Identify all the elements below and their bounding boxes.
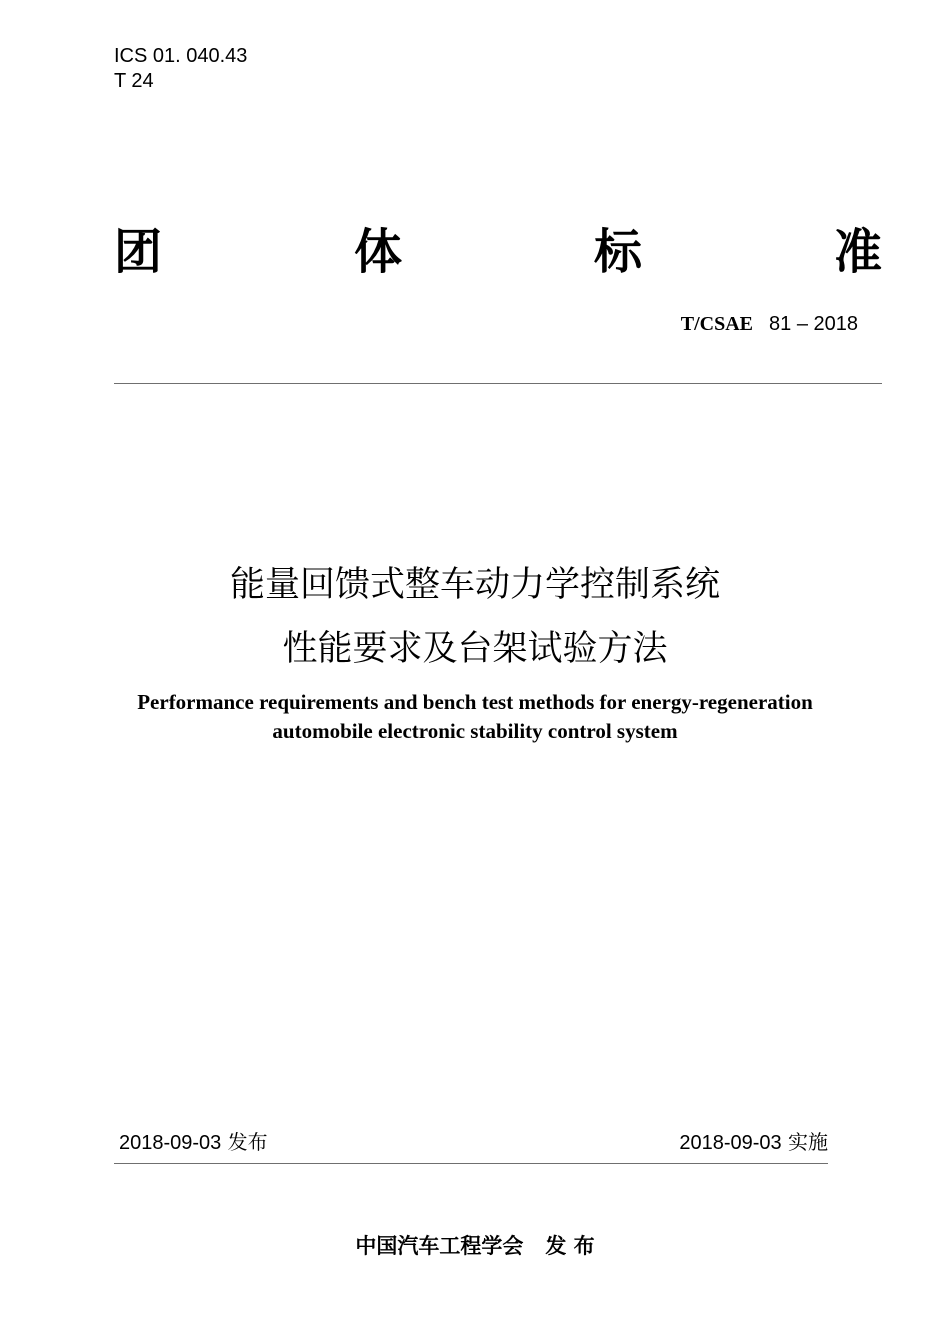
standard-type-char: 准: [833, 224, 882, 280]
issue-date-block: [119, 1128, 268, 1157]
implement-date-block: [679, 1128, 828, 1157]
standard-type-char: 标: [593, 224, 642, 280]
issue-label: 发布: [227, 1130, 268, 1154]
standard-type-heading: [114, 222, 882, 282]
title-cn-line-1: 能量回馈式整车动力学控制系统: [229, 565, 720, 605]
standard-type-char: 体: [353, 224, 402, 280]
title-en-line-1: Performance requirements and bench test methods for energy-regeneration: [137, 690, 813, 714]
standard-number: [681, 310, 858, 337]
title-en-line-2: automobile electronic stability control system: [272, 719, 678, 743]
standard-number-value: 81 – 2018: [769, 313, 858, 335]
publish-label: 发 布: [545, 1233, 595, 1258]
ccs-code: T 24: [114, 70, 154, 92]
ics-code: ICS 01. 040.43: [114, 45, 248, 67]
issue-date: 2018-09-03: [119, 1132, 222, 1154]
implement-label: 实施: [788, 1130, 828, 1154]
standard-type-char: 团: [114, 224, 163, 280]
header-divider: [114, 383, 882, 384]
classification-codes: [114, 44, 247, 94]
standard-number-prefix: T/CSAE: [680, 313, 754, 335]
implement-date: 2018-09-03: [679, 1132, 782, 1154]
publisher-name: 中国汽车工程学会: [355, 1233, 524, 1258]
date-divider: [114, 1163, 828, 1164]
publisher-line: [0, 1231, 950, 1261]
title-cn-line-2: 性能要求及台架试验方法: [282, 629, 668, 669]
